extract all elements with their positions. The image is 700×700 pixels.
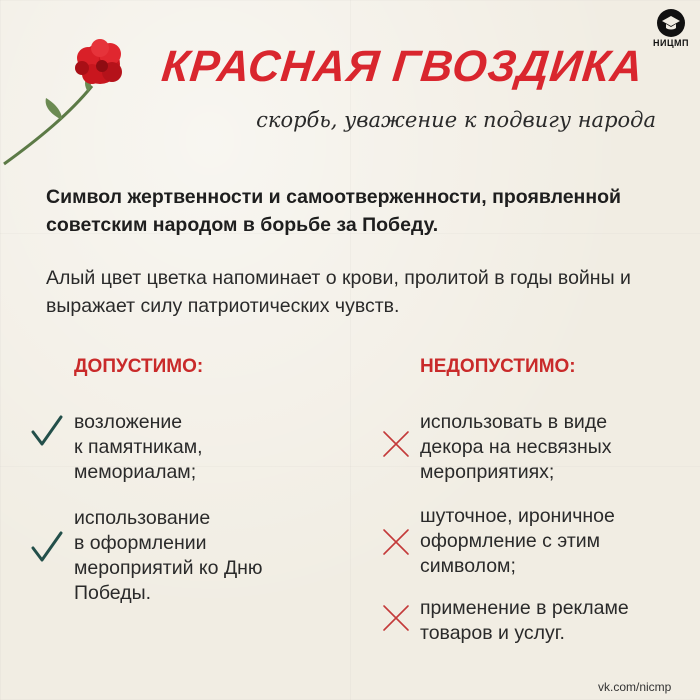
allowed-item: возложение к памятникам, мемориалам; xyxy=(74,411,203,483)
logo-text: НИЦМП xyxy=(652,38,689,48)
carnation-flower-icon xyxy=(0,28,140,168)
checkmark-icon xyxy=(30,414,64,448)
graduation-cap-icon xyxy=(656,8,686,38)
page-title: КРАСНАЯ ГВОЗДИКА xyxy=(159,42,646,91)
footer-url: vk.com/nicmp xyxy=(598,680,672,694)
forbidden-heading: НЕДОПУСТИМО: xyxy=(420,356,576,377)
intro-bold-text: Символ жертвенности и самоотверженности, проявленной советским народом в борьбе за Победу. xyxy=(46,186,622,236)
organization-logo xyxy=(648,8,694,56)
forbidden-item: шуточное, ироничное оформление с этим символом; xyxy=(420,505,615,577)
cross-icon xyxy=(380,602,412,634)
page-subtitle: скорбь, уважение к подвигу народа xyxy=(256,108,656,132)
allowed-heading: ДОПУСТИМО: xyxy=(74,356,204,377)
forbidden-item: использовать в виде декора на несвязных мероприятиях; xyxy=(420,411,612,483)
cross-icon xyxy=(380,428,412,460)
forbidden-item: применение в рекламе товаров и услуг. xyxy=(420,597,629,644)
checkmark-icon xyxy=(30,530,64,564)
intro-text: Алый цвет цветка напоминает о крови, пролитой в годы войны и выражает силу патриотических чувств. xyxy=(46,267,631,317)
allowed-item: использование в оформлении мероприятий ко Дню Победы. xyxy=(74,507,263,604)
cross-icon xyxy=(380,526,412,558)
